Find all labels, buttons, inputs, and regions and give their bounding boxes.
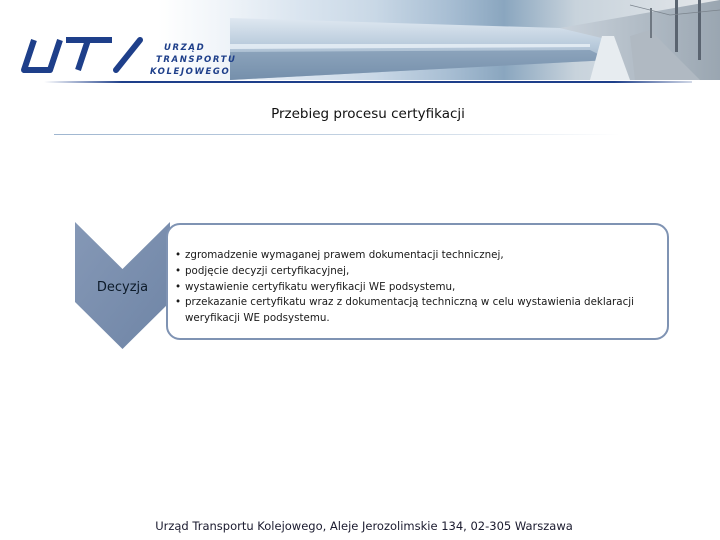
list-item: • zgromadzenie wymaganej prawem dokumentacji technicznej, [175,248,665,264]
header-divider [44,81,692,83]
list-item: • wystawienie certyfikatu weryfikacji WE podsystemu, [175,280,665,296]
list-item: • podjęcie decyzji certyfikacyjnej, [175,264,665,280]
logo-wordmark: URZĄD TRANSPORTU KOLEJOWEGO [150,43,237,77]
footer-address: Urząd Transportu Kolejowego, Aleje Jerozolimskie 134, 02-305 Warszawa [155,519,573,533]
step-label: Decyzja [96,280,149,295]
step-details-list [175,248,665,327]
header-banner [0,0,720,80]
list-item: • przekazanie certyfikatu wraz z dokumentacją techniczną w celu wystawienia deklaracji weryfikacji WE podsystemu. [175,295,665,327]
utk-logo-icon [20,36,145,76]
page-title: Przebieg procesu certyfikacji [271,106,465,122]
train-platform-photo [230,0,720,80]
title-divider [54,134,620,135]
